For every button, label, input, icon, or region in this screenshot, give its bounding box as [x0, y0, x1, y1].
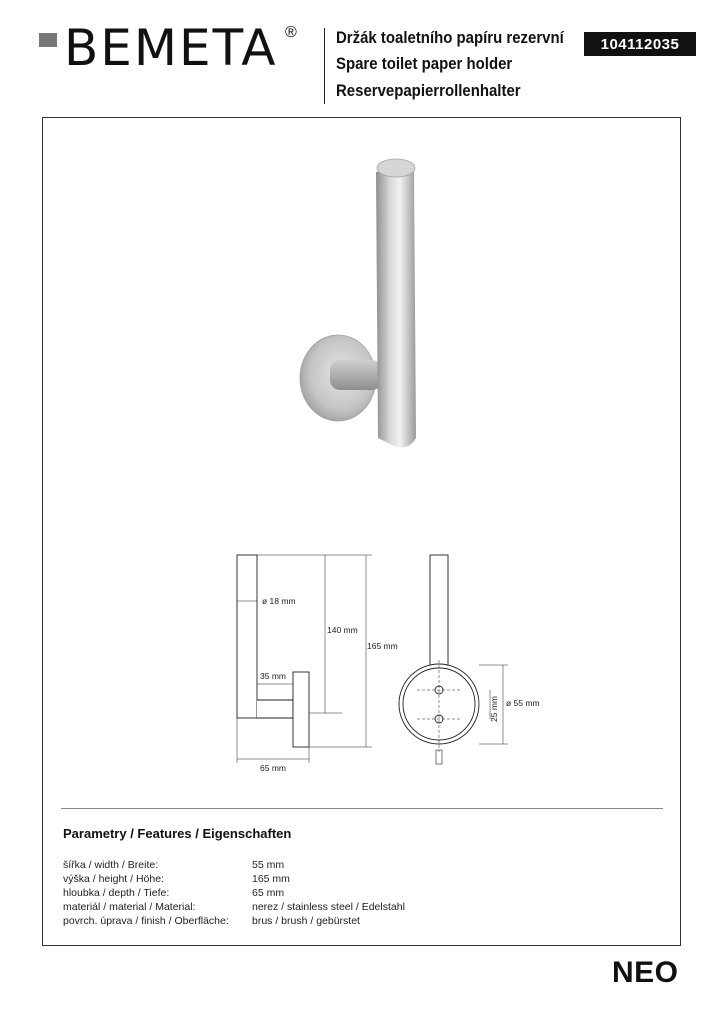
- dim-height-140: 140 mm: [327, 625, 358, 635]
- dim-height-165: 165 mm: [367, 641, 398, 651]
- spec-row-finish: [63, 915, 463, 929]
- dim-diameter-bar: ø 18 mm: [262, 596, 296, 606]
- spec-label: povrch. úprava / finish / Oberfläche:: [63, 915, 229, 927]
- spec-value: 165 mm: [252, 873, 290, 885]
- series-name: NEO: [612, 956, 679, 989]
- spec-row-depth: [63, 887, 463, 901]
- spec-label: materiál / material / Material:: [63, 901, 196, 913]
- spec-row-material: [63, 901, 463, 915]
- title-czech: Držák toaletního papíru rezervní: [336, 28, 564, 47]
- title-german: Reservepapierrollenhalter: [336, 81, 521, 100]
- dim-offset-35: 35 mm: [260, 671, 286, 681]
- spec-value: brus / brush / gebürstet: [252, 915, 360, 927]
- features-title: Parametry / Features / Eigenschaften: [63, 826, 292, 841]
- dim-rosette-55: ø 55 mm: [506, 698, 540, 708]
- spec-label: šířka / width / Breite:: [63, 859, 159, 871]
- brand-logo: BEMETA: [64, 19, 278, 77]
- features-divider: [61, 808, 663, 809]
- spec-row-width: [63, 859, 463, 873]
- spec-value: 65 mm: [252, 887, 285, 899]
- spec-value: nerez / stainless steel / Edelstahl: [252, 901, 405, 913]
- dim-depth-65: 65 mm: [260, 763, 286, 773]
- spec-value: 55 mm: [252, 859, 285, 871]
- registered-mark: ®: [285, 24, 297, 41]
- front-view-drawing: [399, 555, 508, 764]
- spec-label: hloubka / depth / Tiefe:: [63, 887, 170, 899]
- title-english: Spare toilet paper holder: [336, 54, 513, 73]
- product-photo: [300, 159, 416, 447]
- side-view-drawing: [237, 555, 372, 763]
- spec-label: výška / height / Höhe:: [63, 873, 164, 885]
- spec-row-height: [63, 873, 463, 887]
- product-code-badge: 104112035: [584, 32, 696, 56]
- dim-rosette-25: 25 mm: [489, 696, 499, 722]
